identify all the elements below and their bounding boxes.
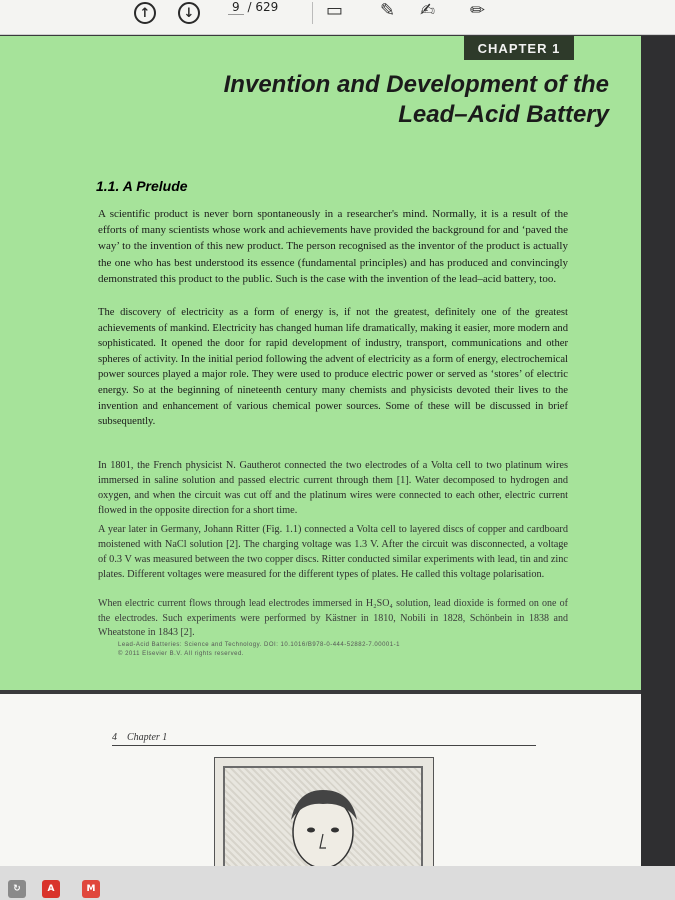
running-header — [112, 732, 167, 743]
page-counter — [228, 0, 278, 14]
portrait-engraving — [223, 766, 423, 868]
portrait-face-icon — [225, 768, 421, 868]
paragraph: In 1801, the French physicist N. Gautherot connected the two electrodes of a Volta cell to two platinum wires immersed in saline solution and passed electric current through them [1]. Water decomposed to hydrogen and oxygen, and when the circuit was cut off and the platinum wires were connected to each other, electric current flowed in the opposite direction for a short time. — [98, 460, 568, 516]
comment-icon[interactable]: ▭ — [326, 0, 344, 21]
chapter-title-line1: Invention and Development of the — [223, 71, 609, 98]
footnote-line: © 2011 Elsevier B.V. All rights reserved. — [118, 651, 244, 657]
paragraph: When electric current flows through lead electrodes immersed in H₂SO₄ solution, lead dioxide is formed on one of the electrodes. Such experiments were performed by Kästner in 1810, Nobili in 1828, Schönbein in 1838 and Wheatstone in 1843 [2]. — [98, 598, 568, 638]
chapter-title — [189, 70, 609, 130]
mail-icon[interactable]: M — [82, 880, 100, 898]
chapter-title-line2: Lead–Acid Battery — [398, 101, 609, 128]
page-number-input[interactable]: 9 — [228, 0, 244, 15]
page-number: 4 — [112, 732, 117, 743]
chapter-label: CHAPTER 1 — [464, 36, 574, 60]
footnote-line: Lead-Acid Batteries: Science and Technology. DOI: 10.1016/B978-0-444-52882-7.00001-1 — [118, 642, 400, 648]
pdf-toolbar — [0, 0, 675, 35]
running-chapter: Chapter 1 — [127, 732, 168, 743]
pen-icon[interactable]: ✎ — [380, 0, 396, 21]
taskbar — [0, 866, 675, 900]
pdf-icon[interactable]: A — [42, 880, 60, 898]
arrow-up-icon: ↑ — [139, 5, 151, 21]
window-edge — [641, 36, 675, 866]
previous-page-button[interactable] — [134, 2, 156, 24]
next-page-button[interactable] — [178, 2, 200, 24]
app-icon[interactable]: ↻ — [8, 880, 26, 898]
sign-icon[interactable]: ✍ — [420, 0, 436, 21]
paragraph: A scientific product is never born spontaneously in a researcher's mind. Normally, it is a result of the efforts of many scientists whose work and achievements have provided the background for and ‘paved the way’ to the invention of this new product. The person recognised as the inventor of the product is actually the one who has best understood its essence (fundamental principles) and has produced and convincingly demonstrated this product to the public. Such is the case with the invention of the lead–acid battery, too. — [98, 208, 568, 285]
page-total: / 629 — [247, 0, 279, 14]
section-heading: 1.1. A Prelude — [96, 178, 188, 194]
copyright-footnote — [118, 641, 418, 659]
figure-portrait — [214, 757, 434, 868]
header-rule — [112, 745, 536, 746]
toolbar-divider — [312, 2, 313, 24]
highlight-icon[interactable]: ✏ — [470, 0, 486, 21]
arrow-down-icon: ↓ — [183, 5, 195, 21]
paragraph: The discovery of electricity as a form of energy is, if not the greatest, definitely one of the greatest achievements of mankind. Electricity has changed human life dramatically, making it easier, more modern and sophisticated. It opened the door for rapid development of industry, transport, communications and other spheres of activity. In the initial period following the advent of electricity as a form of energy, electrochemical power sources played a major role. They were used to produce electric power or served as ‘stores’ of electric energy. So at the beginning of nineteenth century many chemists and physicists devoted their lives to the invention and enhancement of various chemical power sources. Some of these will be discussed in brief subsequently. — [98, 307, 568, 428]
paragraph: A year later in Germany, Johann Ritter (Fig. 1.1) connected a Volta cell to layered discs of copper and cardboard moistened with NaCl solution [2]. The charging voltage was 1.3 V. After the circuit was disconnected, a voltage of 0.3 V was measured between the two copper discs. Ritter conducted similar experiments with lead, tin and zinc plates. Different voltages were measured for the different types of plates. He called this voltage polarisation. — [98, 524, 568, 580]
